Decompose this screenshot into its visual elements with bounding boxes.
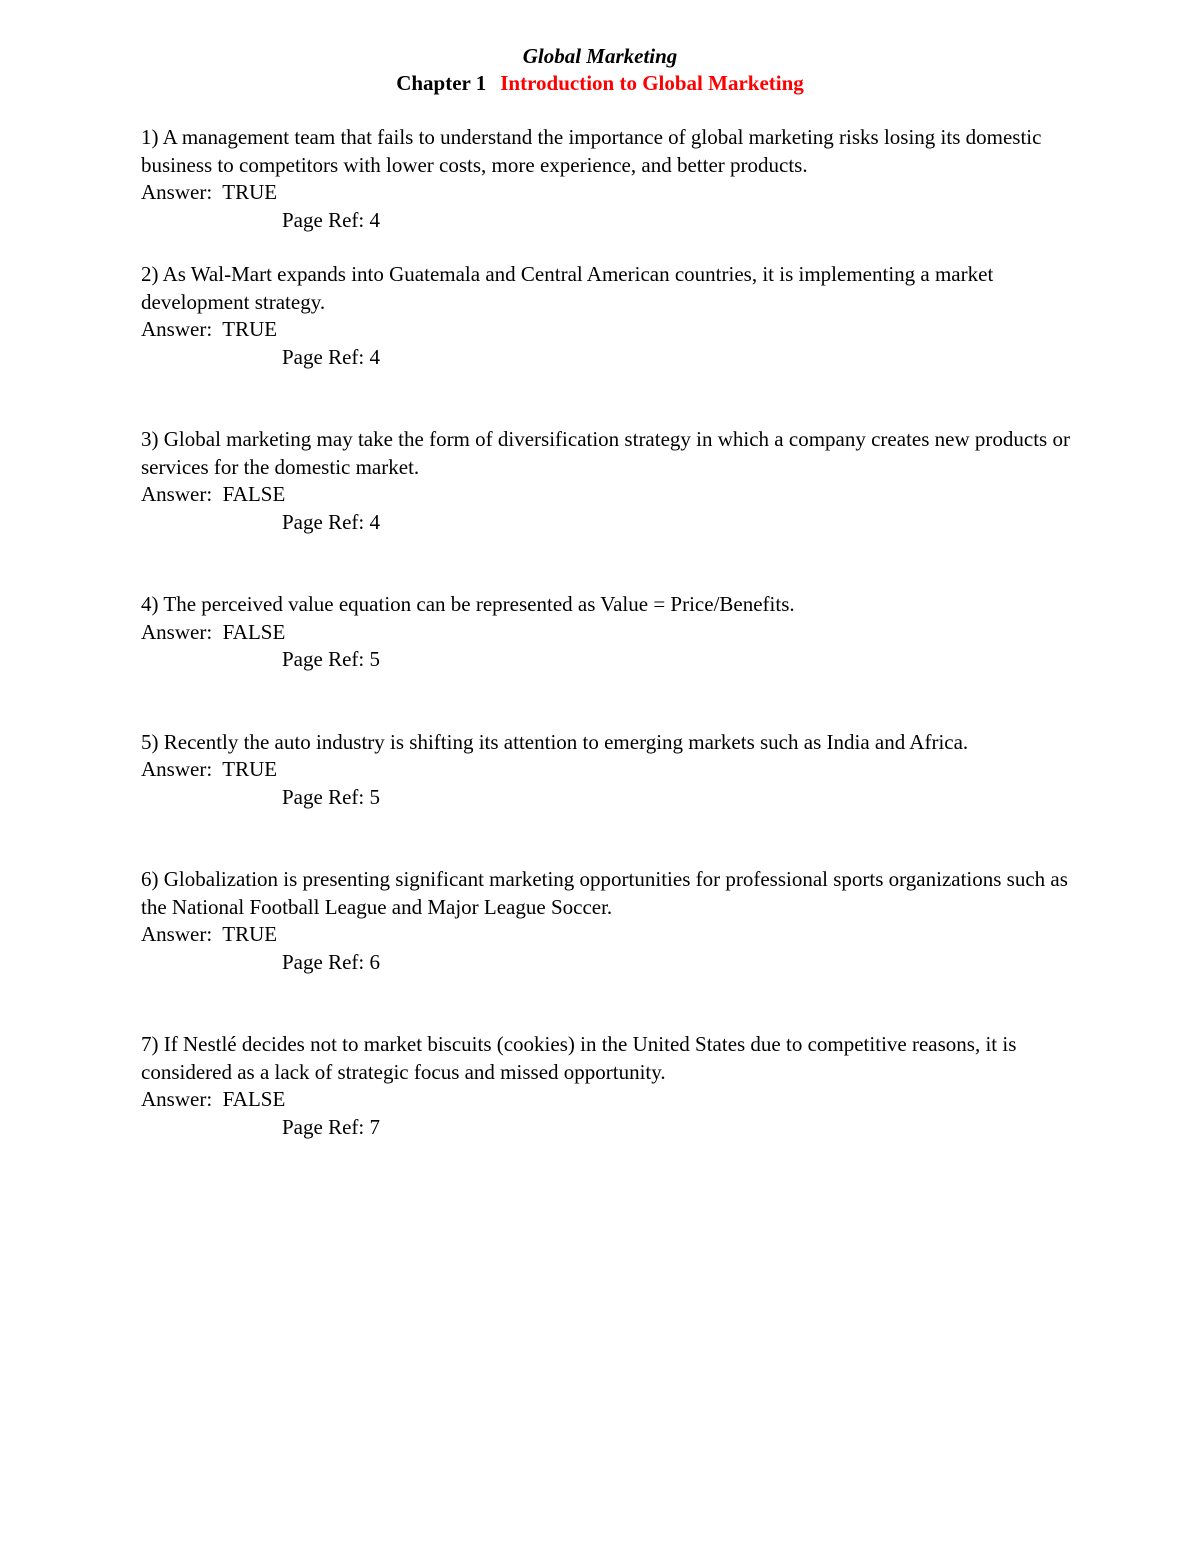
- question-7: [141, 1031, 1071, 1141]
- chapter-label: Chapter 1: [396, 71, 487, 95]
- question-text: 4) The perceived value equation can be represented as Value = Price/Benefits.: [141, 592, 795, 616]
- answer-label: Answer:: [141, 619, 213, 644]
- question-text: 2) As Wal-Mart expands into Guatemala and Central American countries, it is implementing a market development strategy.: [141, 262, 994, 314]
- spacer: [141, 234, 1071, 261]
- question-4: [141, 591, 1071, 674]
- chapter-title: Introduction to Global Marketing: [500, 71, 804, 95]
- answer-line: [141, 481, 1071, 509]
- spacer: [141, 371, 1071, 426]
- answer-line: [141, 756, 1071, 784]
- question-text: 3) Global marketing may take the form of diversification strategy in which a company creates new products or services for the domestic market.: [141, 427, 1070, 479]
- answer-label: Answer:: [141, 757, 213, 781]
- page-ref: Page Ref: 4: [282, 509, 380, 534]
- answer-value: FALSE: [222, 482, 286, 506]
- answer-line: [141, 1086, 1071, 1114]
- page-ref: Page Ref: 5: [282, 784, 380, 809]
- spacer: [141, 976, 1071, 1031]
- answer-label: Answer:: [141, 180, 213, 204]
- page-ref: Page Ref: 7: [282, 1114, 380, 1139]
- answer-line: [141, 619, 1071, 647]
- question-3: [141, 426, 1071, 536]
- spacer: [141, 674, 1071, 729]
- question-text: 1) A management team that fails to understand the importance of global marketing risks losing its domestic business to competitors with lower costs, more experience, and better products.: [141, 125, 1042, 177]
- answer-label: Answer:: [141, 482, 213, 506]
- page-ref: Page Ref: 4: [282, 207, 380, 232]
- chapter-heading: [0, 69, 1200, 97]
- question-text: 6) Globalization is presenting significant marketing opportunities for professional sports organizations such as the National Football League and Major League Soccer.: [141, 867, 1068, 919]
- page-ref: Page Ref: 5: [282, 647, 380, 671]
- answer-label: Answer:: [141, 922, 213, 946]
- answer-value: TRUE: [222, 922, 278, 946]
- page-ref: Page Ref: 6: [282, 949, 380, 974]
- answer-line: [141, 179, 1071, 207]
- question-text: 7) If Nestlé decides not to market biscuits (cookies) in the United States due to competitive reasons, it is considered as a lack of strategic focus and missed opportunity.: [141, 1032, 1017, 1084]
- question-2: [141, 261, 1071, 371]
- page-ref: Page Ref: 4: [282, 344, 380, 369]
- question-5: [141, 729, 1071, 812]
- answer-value: TRUE: [222, 757, 278, 781]
- answer-line: [141, 316, 1071, 344]
- question-6: [141, 866, 1071, 976]
- spacer: [141, 536, 1071, 591]
- question-text: 5) Recently the auto industry is shifting its attention to emerging markets such as India and Africa.: [141, 729, 969, 754]
- answer-value: TRUE: [222, 180, 278, 204]
- spacer: [141, 811, 1071, 866]
- question-1: [141, 124, 1071, 234]
- answer-label: Answer:: [141, 317, 213, 341]
- answer-value: FALSE: [222, 1087, 286, 1111]
- document-title: Global Marketing: [522, 44, 678, 68]
- answer-value: FALSE: [222, 619, 286, 644]
- answer-label: Answer:: [141, 1087, 213, 1111]
- answer-line: [141, 921, 1071, 949]
- answer-value: TRUE: [222, 317, 278, 341]
- question-list: [141, 124, 1071, 1141]
